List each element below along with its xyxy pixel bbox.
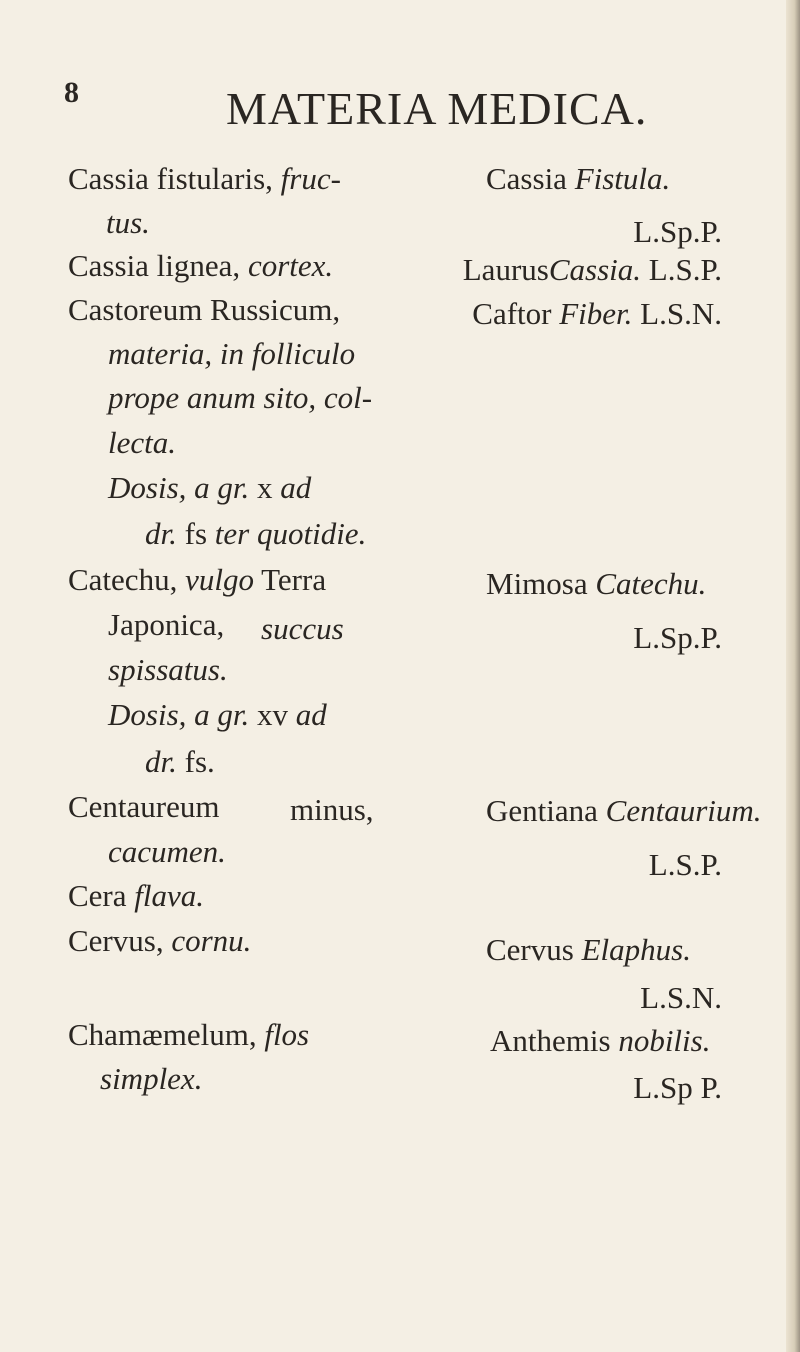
dosis-line: dr. fs. bbox=[145, 744, 215, 779]
entry-name: minus, bbox=[290, 792, 374, 827]
linnaean-reference: L.Sp P. bbox=[633, 1070, 722, 1105]
entry-line: lecta. bbox=[108, 425, 176, 460]
entry-line: prope anum sito, col- bbox=[108, 380, 373, 415]
page-edge bbox=[786, 0, 800, 1352]
entry-line: tus. bbox=[106, 205, 150, 240]
linnaean-reference: L.S.N. bbox=[640, 980, 722, 1015]
linnaean-name: Gentiana Centaurium. bbox=[486, 793, 762, 828]
entry-name: Chamæmelum, flos bbox=[68, 1017, 310, 1052]
entry-line: materia, in folliculo bbox=[108, 336, 356, 371]
dosis-line: Dosis, a gr. x ad bbox=[108, 470, 312, 505]
dosis-line: Dosis, a gr. xv ad bbox=[108, 697, 327, 732]
entry-name: Castoreum Russicum, bbox=[68, 292, 341, 327]
entry-line: spissatus. bbox=[108, 652, 228, 687]
entry-line: Japonica, bbox=[108, 607, 225, 642]
entry-name: Cassia lignea, cortex. bbox=[68, 248, 334, 283]
linnaean-name: Anthemis nobilis. bbox=[490, 1023, 711, 1058]
linnaean-reference: L.Sp.P. bbox=[633, 620, 722, 655]
entry-name: Centaureum bbox=[68, 789, 220, 824]
entry-name: Catechu, vulgo Terra bbox=[68, 562, 327, 597]
linnaean-name: LaurusCassia. L.S.P. bbox=[462, 252, 722, 287]
linnaean-name: Caftor Fiber. L.S.N. bbox=[472, 296, 722, 331]
linnaean-reference: L.S.P. bbox=[648, 847, 722, 882]
running-title: MATERIA MEDICA. bbox=[226, 83, 648, 134]
entry-line: cacumen. bbox=[108, 834, 226, 869]
linnaean-name: Cervus Elaphus. bbox=[486, 932, 691, 967]
entry-name: Cervus, cornu. bbox=[68, 923, 252, 958]
linnaean-reference: L.Sp.P. bbox=[633, 214, 722, 249]
linnaean-name: Mimosa Catechu. bbox=[486, 566, 707, 601]
entry-name: Cera flava. bbox=[68, 878, 205, 913]
linnaean-name: Cassia Fistula. bbox=[486, 161, 671, 196]
dosis-line: dr. fs ter quotidie. bbox=[145, 516, 367, 551]
entry-name: Cassia fistularis, fruc- bbox=[68, 161, 341, 196]
entry-line: simplex. bbox=[100, 1061, 203, 1096]
entry-line: succus bbox=[261, 611, 344, 646]
page-number: 8 bbox=[64, 76, 79, 109]
